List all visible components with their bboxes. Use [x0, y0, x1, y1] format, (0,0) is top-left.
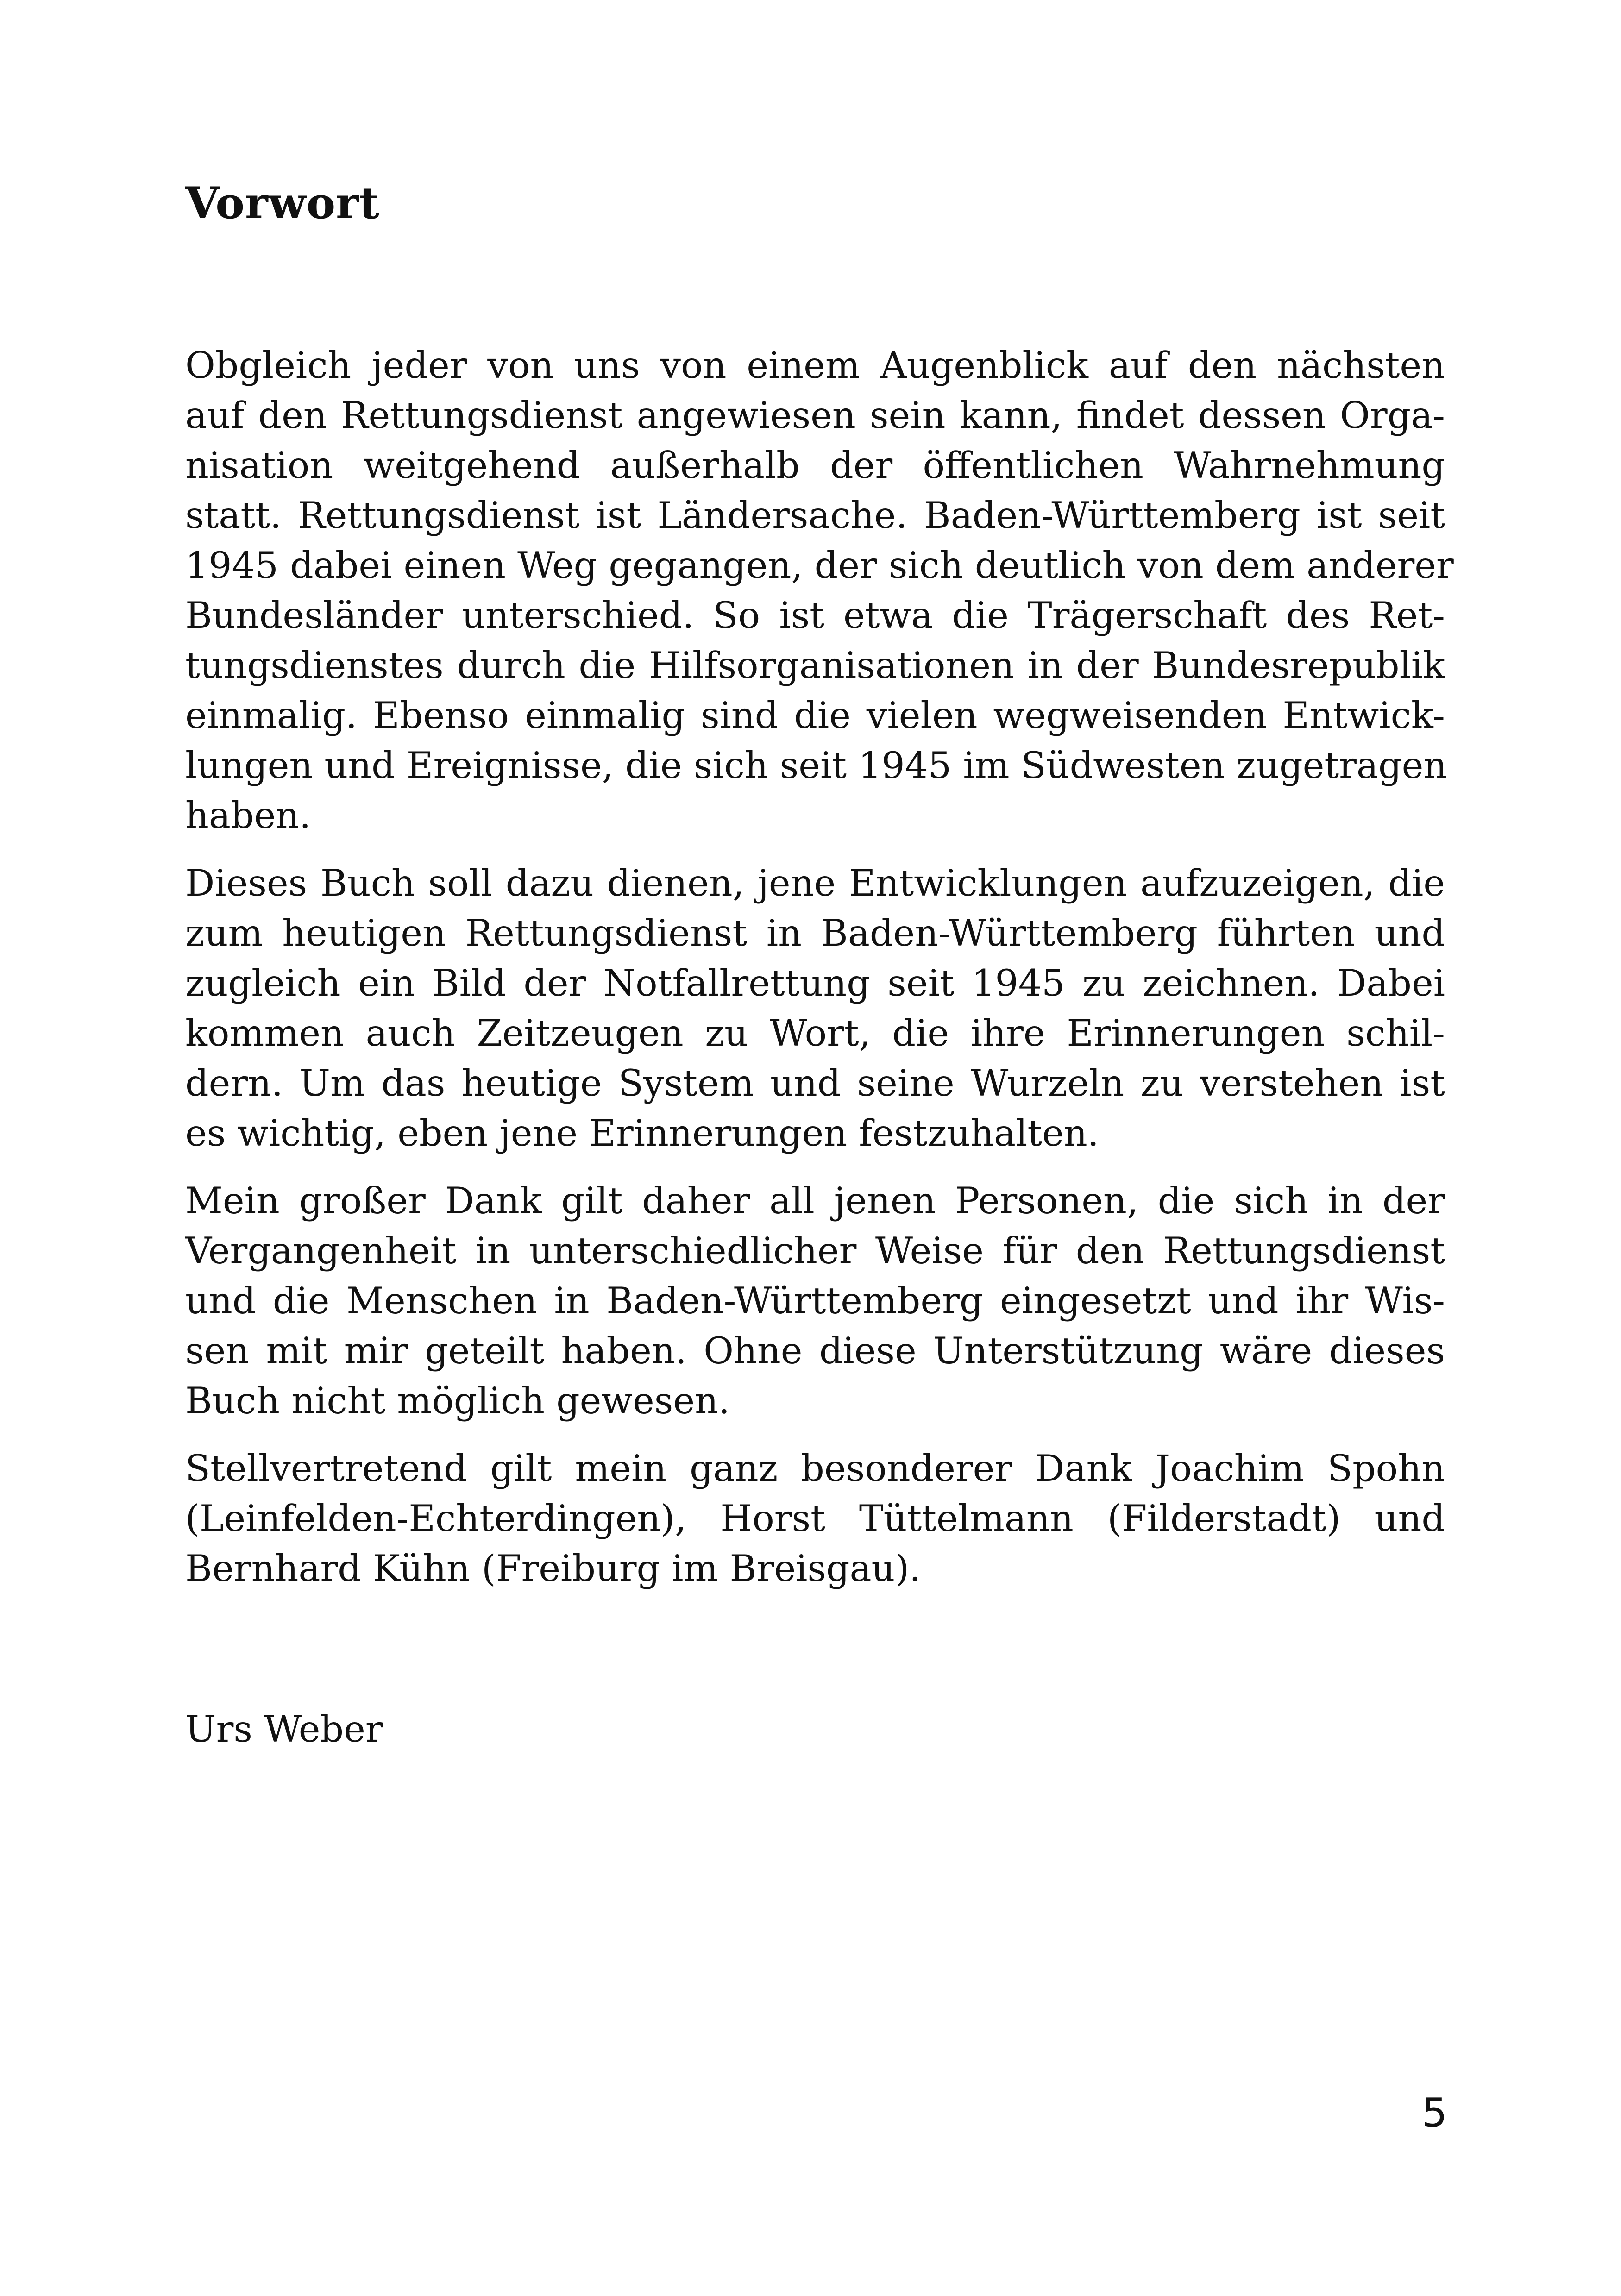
text-line: nisation weitgehend außerhalb der öffentlichen Wahrnehmung: [185, 444, 1445, 487]
text-line: dern. Um das heutige System und seine Wurzeln zu verstehen ist: [185, 1062, 1445, 1104]
text-line: 1945 dabei einen Weg gegangen, der sich deutlich von dem anderer: [185, 544, 1454, 587]
text-line: lungen und Ereignisse, die sich seit 1945 im Südwesten zugetragen: [185, 744, 1447, 787]
text-line: Bernhard Kühn (Freiburg im Breisgau).: [185, 1547, 921, 1590]
text-line: und die Menschen in Baden-Württemberg eingesetzt und ihr Wis-: [185, 1280, 1445, 1322]
text-line: zugleich ein Bild der Notfallrettung seit 1945 zu zeichnen. Dabei: [185, 962, 1445, 1004]
paragraph-2: [185, 858, 1445, 1158]
text-line: sen mit mir geteilt haben. Ohne diese Unterstützung wäre dieses: [185, 1330, 1445, 1372]
text-line: zum heutigen Rettungsdienst in Baden-Württemberg führten und: [185, 912, 1445, 954]
text-line: Vergangenheit in unterschiedlicher Weise für den Rettungsdienst: [185, 1230, 1445, 1272]
text-line: Mein großer Dank gilt daher all jenen Personen, die sich in der: [185, 1179, 1445, 1222]
text-line: Stellvertretend gilt mein ganz besonderer Dank Joachim Spohn: [185, 1447, 1445, 1490]
text-line: tungsdienstes durch die Hilfsorganisationen in der Bundesrepublik: [185, 644, 1445, 687]
paragraph-1: [185, 340, 1454, 841]
author-signature: Urs Weber: [185, 1708, 383, 1750]
text-line: kommen auch Zeitzeugen zu Wort, die ihre Erinnerungen schil-: [185, 1012, 1445, 1054]
text-line: auf den Rettungsdienst angewiesen sein kann, findet dessen Orga-: [185, 394, 1445, 437]
text-line: Buch nicht möglich gewesen.: [185, 1380, 730, 1422]
text-line: es wichtig, eben jene Erinnerungen festzuhalten.: [185, 1112, 1099, 1154]
text-line: (Leinfelden-Echterdingen), Horst Tüttelmann (Filderstadt) und: [185, 1497, 1445, 1540]
foreword-body: [185, 340, 1454, 1611]
page-title: Vorwort: [185, 178, 380, 229]
text-line: statt. Rettungsdienst ist Ländersache. Baden-Württemberg ist seit: [185, 494, 1445, 537]
paragraph-4: [185, 1443, 1445, 1593]
text-line: Dieses Buch soll dazu dienen, jene Entwicklungen aufzuzeigen, die: [185, 862, 1445, 904]
page-number: 5: [1422, 2090, 1447, 2136]
text-line: Obgleich jeder von uns von einem Augenblick auf den nächsten: [185, 344, 1445, 387]
text-line: Bundesländer unterschied. So ist etwa die Trägerschaft des Ret-: [185, 594, 1445, 637]
text-line: einmalig. Ebenso einmalig sind die vielen wegweisenden Entwick-: [185, 694, 1445, 737]
paragraph-3: [185, 1176, 1445, 1426]
text-line: haben.: [185, 794, 311, 837]
